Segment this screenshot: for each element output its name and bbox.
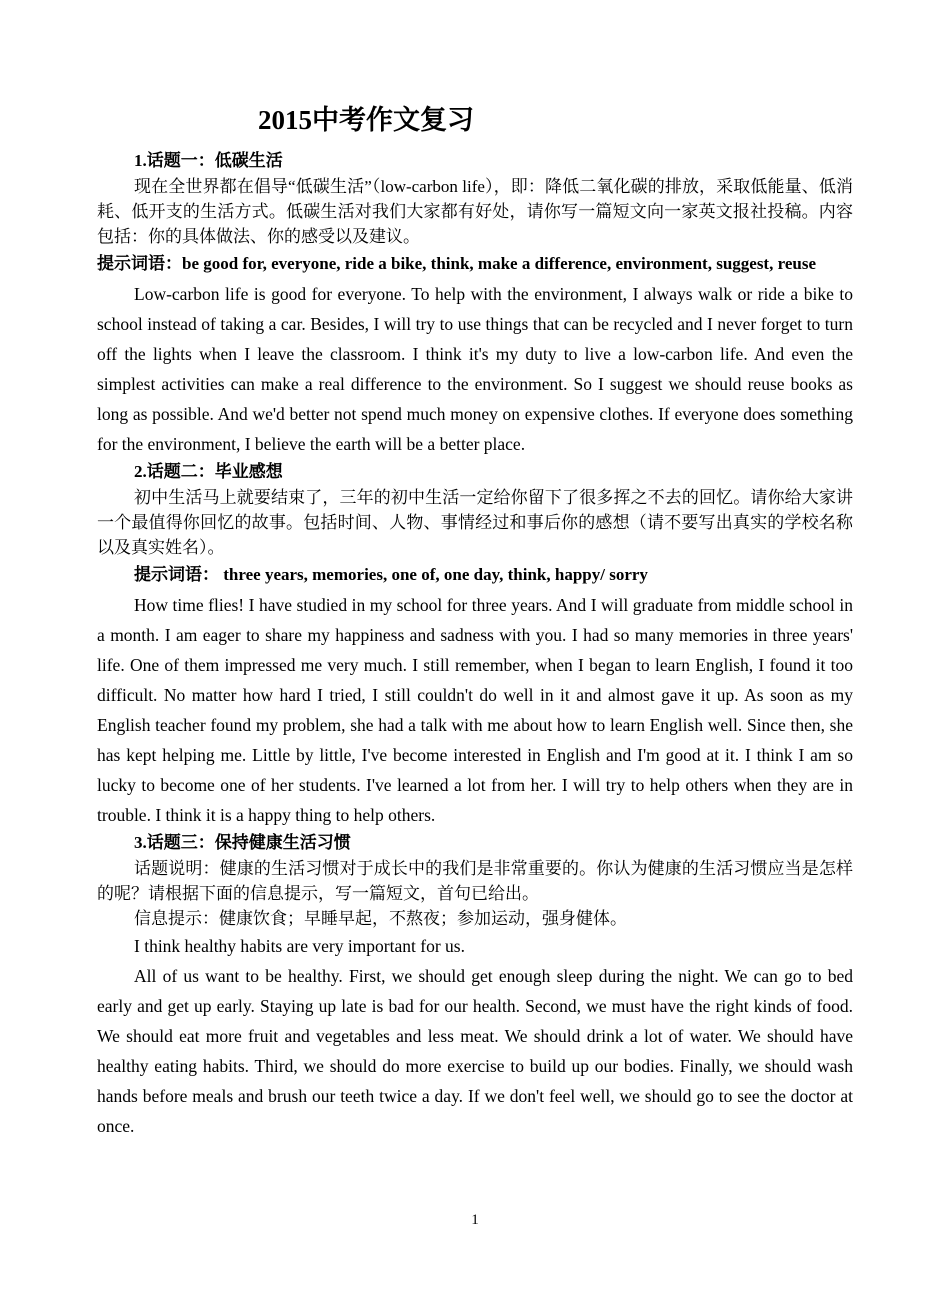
section-heading-2: 2.话题二：毕业感想 — [134, 462, 283, 481]
section-prompt-3: 话题说明：健康的生活习惯对于成长中的我们是非常重要的。你认为健康的生活习惯应当是怎样的呢？请根据下面的信息提示，写一篇短文，首句已给出。 — [97, 859, 853, 903]
hint-words-1: 提示词语：be good for, everyone, ride a bike, think, make a difference, environment, suggest, reuse — [97, 254, 816, 273]
page-title: 2015中考作文复习 — [258, 105, 474, 135]
section-heading-3: 3.话题三：保持健康生活习惯 — [134, 833, 351, 852]
section-prompt-2: 初中生活马上就要结束了，三年的初中生活一定给你留下了很多挥之不去的回忆。请你给大家讲一个最值得你回忆的故事。包括时间、人物、事情经过和事后你的感想（请不要写出真实的学校名称以及真实姓名）。 — [97, 488, 853, 557]
page-number: 1 — [471, 1212, 479, 1228]
info-hint-3: 信息提示：健康饮食；早睡早起，不熬夜；参加运动，强身健体。 — [134, 909, 627, 928]
model-essay-2: How time flies! I have studied in my school for three years. And I will graduate from middle school in a month. I am eager to share my happiness and sadness with you. I had so many memories in three years' life. One of them impressed me very much. I still remember, when I began to learn English, I found it too difficult. No matter how hard I tried, I still couldn't do well in it and almost gave it up. As soon as my English teacher found my problem, she had a talk with me about how to learn English well. Since then, she has kept helping me. Little by little, I've become interested in English and I'm good at it. I think I am so lucky to become one of her students. I've learned a lot from her. I will try to help others when they are in trouble. I think it is a happy thing to help others. — [97, 595, 853, 825]
model-essay-1: Low-carbon life is good for everyone. To help with the environment, I always walk or ride a bike to school instead of taking a car. Besides, I will try to use things that can be recycled and I never forget to turn off the lights when I leave the classroom. I think it's my duty to live a low-carbon life. And even the simplest activities can make a real difference to the environment. So I suggest we should reuse books as long as possible. And we'd better not spend much money on expensive clothes. If everyone does something for the environment, I believe the earth will be a better place. — [97, 284, 853, 454]
section-heading-1: 1.话题一：低碳生活 — [134, 151, 283, 170]
document-page — [97, 100, 853, 1141]
first-sentence-3: I think healthy habits are very important for us. — [134, 936, 465, 956]
section-prompt-1: 现在全世界都在倡导“低碳生活”（low-carbon life），即：降低二氧化碳的排放，采取低能量、低消耗、低开支的生活方式。低碳生活对我们大家都有好处，请你写一篇短文向一家英文报社投稿。内容包括：你的具体做法、你的感受以及建议。 — [97, 177, 853, 246]
model-essay-3: All of us want to be healthy. First, we should get enough sleep during the night. We can go to bed early and get up early. Staying up late is bad for our health. Second, we must have the right kinds of food. We should eat more fruit and vegetables and less meat. We should drink a lot of water. We should have healthy eating habits. Third, we should do more exercise to build up our bodies. Finally, we should wash hands before meals and brush our teeth twice a day. If we don't feel well, we should go to see the doctor at once. — [97, 966, 853, 1136]
hint-words-2: 提示词语： three years, memories, one of, one day, think, happy/ sorry — [134, 565, 648, 584]
